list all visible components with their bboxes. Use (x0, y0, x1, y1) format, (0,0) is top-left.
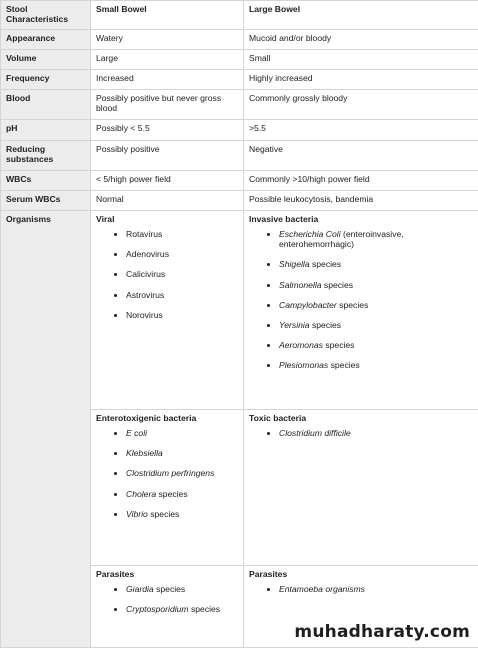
list-item: • Astrovirus (126, 290, 238, 300)
large-bowel-cell: Negative (244, 141, 478, 171)
table-row-blood (1, 90, 478, 120)
organism-name: Cholera (126, 489, 156, 499)
small-bowel-cell: Watery (91, 30, 244, 50)
enterotoxigenic-bacteria-cell (91, 410, 244, 566)
row-label: Reducing substances (1, 141, 91, 171)
small-bowel-parasites-list (96, 584, 238, 614)
organism-name: Klebsiella (126, 448, 163, 458)
invasive-bacteria-title: Invasive bacteria (249, 214, 473, 224)
table-row-reducing-substances (1, 141, 478, 171)
row-label: WBCs (1, 171, 91, 191)
table-row-appearance (1, 30, 478, 50)
organism-name: Yersinia (279, 320, 310, 330)
list-item (279, 428, 473, 438)
large-bowel-cell: Small (244, 50, 478, 70)
organism-name: E coli (126, 428, 147, 438)
large-bowel-cell: Mucoid and/or bloody (244, 30, 478, 50)
organism-name: Giardia (126, 584, 154, 594)
table-row-organisms (1, 211, 478, 410)
organism-name: Campylobacter (279, 300, 337, 310)
organism-name: Vibrio (126, 509, 148, 519)
small-bowel-cell: Large (91, 50, 244, 70)
viral-cell (91, 211, 244, 410)
enterotoxigenic-bacteria-list (96, 428, 238, 519)
list-item (279, 584, 473, 594)
invasive-bacteria-cell (244, 211, 478, 410)
list-item (279, 320, 473, 330)
row-label: pH (1, 120, 91, 141)
large-bowel-parasites-title: Parasites (249, 569, 473, 579)
list-item (279, 360, 473, 370)
table-row-wbcs (1, 171, 478, 191)
small-bowel-cell: Possibly positive but never gross blood (91, 90, 244, 120)
large-bowel-parasites-list (249, 584, 473, 594)
table-row-serum-wbcs (1, 191, 478, 211)
list-item (279, 229, 473, 249)
organism-name: Clostridium perfringens (126, 468, 214, 478)
organism-name: Aeromonas (279, 340, 323, 350)
list-item (126, 509, 238, 519)
organism-suffix: species (322, 280, 354, 290)
row-label: Blood (1, 90, 91, 120)
header-large-bowel: Large Bowel (244, 1, 478, 30)
viral-list (96, 229, 238, 320)
organism-suffix: species (156, 489, 188, 499)
organism-suffix: species (337, 300, 369, 310)
invasive-bacteria-list (249, 229, 473, 370)
organism-suffix: species (328, 360, 360, 370)
list-item (279, 280, 473, 290)
organism-suffix: (enteroinvasive, enterohemorrhagic) (279, 229, 404, 249)
small-bowel-cell: Possibly positive (91, 141, 244, 171)
organism-name: Shigella (279, 259, 310, 269)
list-item: • Norovirus (126, 310, 238, 320)
organism-name: Entamoeba organisms (279, 584, 365, 594)
organism-suffix: species (310, 259, 342, 269)
table-row-frequency (1, 70, 478, 90)
list-item (126, 489, 238, 499)
viral-title: Viral (96, 214, 238, 224)
header-small-bowel: Small Bowel (91, 1, 244, 30)
list-item: • Rotavirus (126, 229, 238, 239)
site-watermark: muhadharaty.com (292, 622, 472, 642)
list-item (126, 448, 238, 458)
list-item (279, 340, 473, 350)
table-row-ph (1, 120, 478, 141)
organism-name: Salmonella (279, 280, 322, 290)
small-bowel-cell: Possibly < 5.5 (91, 120, 244, 141)
row-label: Appearance (1, 30, 91, 50)
small-bowel-parasites-title: Parasites (96, 569, 238, 579)
large-bowel-cell: >5.5 (244, 120, 478, 141)
large-bowel-cell: Possible leukocytosis, bandemia (244, 191, 478, 211)
list-item (279, 300, 473, 310)
large-bowel-cell: Commonly grossly bloody (244, 90, 478, 120)
toxic-bacteria-list (249, 428, 473, 438)
list-item: • Adenovirus (126, 249, 238, 259)
organism-suffix: species (323, 340, 355, 350)
small-bowel-parasites-cell (91, 566, 244, 648)
list-item (279, 259, 473, 269)
list-item (126, 468, 238, 478)
large-bowel-cell: Highly increased (244, 70, 478, 90)
row-label: Serum WBCs (1, 191, 91, 211)
list-item (126, 604, 238, 614)
organism-name: Clostridium difficile (279, 428, 351, 438)
organism-name: Escherichia Coli (279, 229, 341, 239)
toxic-bacteria-cell (244, 410, 478, 566)
small-bowel-cell: < 5/high power field (91, 171, 244, 191)
small-bowel-cell: Normal (91, 191, 244, 211)
enterotoxigenic-bacteria-title: Enterotoxigenic bacteria (96, 413, 238, 423)
row-label: Frequency (1, 70, 91, 90)
header-row (1, 1, 478, 30)
large-bowel-cell: Commonly >10/high power field (244, 171, 478, 191)
organism-suffix: species (189, 604, 221, 614)
table-row-volume (1, 50, 478, 70)
organism-suffix: species (310, 320, 342, 330)
row-label: Volume (1, 50, 91, 70)
list-item: • Calicivirus (126, 269, 238, 279)
organism-suffix: species (154, 584, 186, 594)
list-item (126, 428, 238, 438)
organism-suffix: species (148, 509, 180, 519)
list-item (126, 584, 238, 594)
organism-name: Cryptosporidium (126, 604, 189, 614)
header-stool-characteristics: Stool Characteristics (1, 1, 91, 30)
small-bowel-cell: Increased (91, 70, 244, 90)
organism-name: Plesiomonas (279, 360, 328, 370)
toxic-bacteria-title: Toxic bacteria (249, 413, 473, 423)
row-label: Organisms (1, 211, 91, 648)
